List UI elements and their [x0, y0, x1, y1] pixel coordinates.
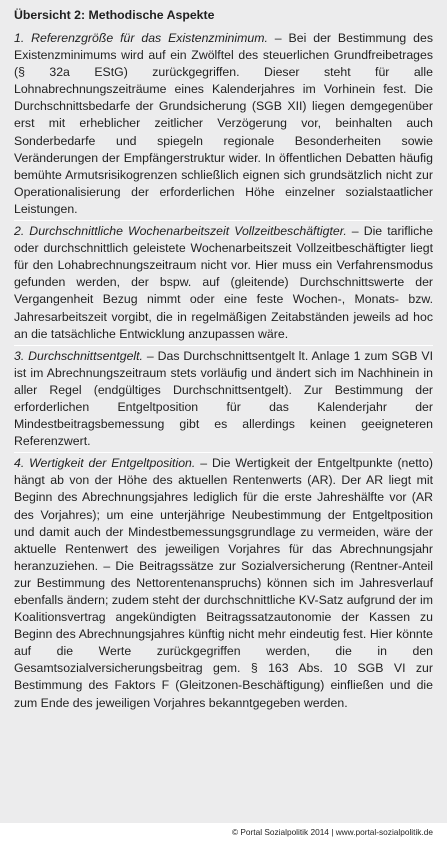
section-body: [14, 348, 433, 451]
section-divider: [14, 220, 433, 221]
section-existenzminimum: [14, 30, 433, 218]
overview-title: Übersicht 2: Methodische Aspekte: [14, 8, 215, 22]
section-body: [14, 30, 433, 218]
section-durchschnittsentgelt: [14, 348, 433, 451]
section-heading: 3. Durchschnittsentgelt.: [14, 348, 143, 363]
section-heading: 1. Referenzgröße für das Existenzminimum.: [14, 31, 268, 45]
section-text: – Die Wertigkeit der Entgeltpunkte (netto) hängt ab von der Höhe des aktuellen Rentenwerts (AR). Der AR liegt mit Beginn des Abrechnungsjahres lediglich für die erste Jahreshälfte vor (AR des Vorjahres); um eine unterjährige Neubestimmung der Entgeltposition und damit auch der Mindestbemessungsgrundlage zu vermeiden, wäre der aktuelle Rentenwert des jeweiligen Vorjahres für das Abrechnungsjahr heranzuziehen. – Die Beitragssätze zur Sozialversicherung (Rentner-Anteil zur Bestimmung des Nettorentenanspruchs) können sich im Jahresverlauf ebenfalls ändern; zudem steht der durchschnittliche KV-Satz aufgrund der im Koalitionsvertrag angekündigten Beitragssatzautonomie der Kassen zu Beginn des Abrechnungsjahres künftig nicht mehr eindeutig fest. Hier könnte auf die Werte zurückgegriffen werden, die in den Gesamtsozialversicherungsbeitrag gem. § 163 Abs. 10 SGB VI zur Bestimmung des Faktors F (Gleitzonen-Beschäftigung) einfließen und die zum Ende des jeweiligen Vorjahres bekanntgegeben werden.: [14, 456, 434, 710]
section-text: – Bei der Bestimmung des Existenzminimums wird auf ein Zwölftel des steuerlichen Grundfreibetrages (§ 32a EStG) zurückgegriffen. Dieser steht für alle Lohnabrechnungszeiträume eines Kalenderjahres im Vorhinein fest. Die Durchschnittsbedarfe der Grundsicherung (SGB XII) liegen demgegenüber erst mit erheblicher zeitlicher Verzögerung vor, beinhalten auch Sonderbedarfe und spiegeln regionale Besonderheiten sowie Veränderungen der Empfängerstruktur wider. In öffentlichen Debatten häufig bemühte Armutsrisikogrenzen schließlich eignen sich grundsätzlich nicht zur Operationalisierung der erforderlichen Höhe einzelner sozialstaatlicher Leistungen.: [14, 31, 433, 216]
copyright-footer: © Portal Sozialpolitik 2014 | www.portal-sozialpolitik.de: [231, 827, 433, 837]
section-wochenarbeitszeit: [14, 223, 433, 343]
section-text: – Die tarifliche oder durchschnittlich geleistete Wochenarbeitszeit Vollzeitbeschäftigter liegt für den Lohabrechnungszeitraum nicht vor. Hier muss ein Verfahrensmodus gefunden werden, der bspw. auf (gleitende) Durchschnittswerte der Vergangenheit Bezug nimmt oder eine feste Wochen-, Monats- bzw. Jahresarbeitszeit vorgibt, die in regelmäßigen Zeitabständen jeweils ad hoc an die tatsächliche Entwicklung anzupassen wäre.: [14, 224, 433, 341]
section-heading: 2. Durchschnittliche Wochenarbeitszeit Vollzeitbeschäftigter.: [14, 224, 347, 239]
section-heading: 4. Wertigkeit der Entgeltposition.: [14, 456, 196, 471]
section-entgeltposition: [14, 455, 433, 711]
section-text: – Das Durchschnittsentgelt lt. Anlage 1 zum SGB VI ist im Abrechnungszeitraum stets vorläufig und ändert sich im Nachhinein in aller Regel (endgültiges Durchschnittsentgelt). Zur Bestimmung der erforderlichen Entgeltposition für das Kalenderjahr der Mindestbeitragsbemessung gibt es allerdings keinen geeigneteren Referenzwert.: [14, 348, 433, 449]
section-divider: [14, 452, 433, 453]
section-body: [14, 455, 433, 711]
section-divider: [14, 345, 433, 346]
section-body: [14, 223, 433, 343]
